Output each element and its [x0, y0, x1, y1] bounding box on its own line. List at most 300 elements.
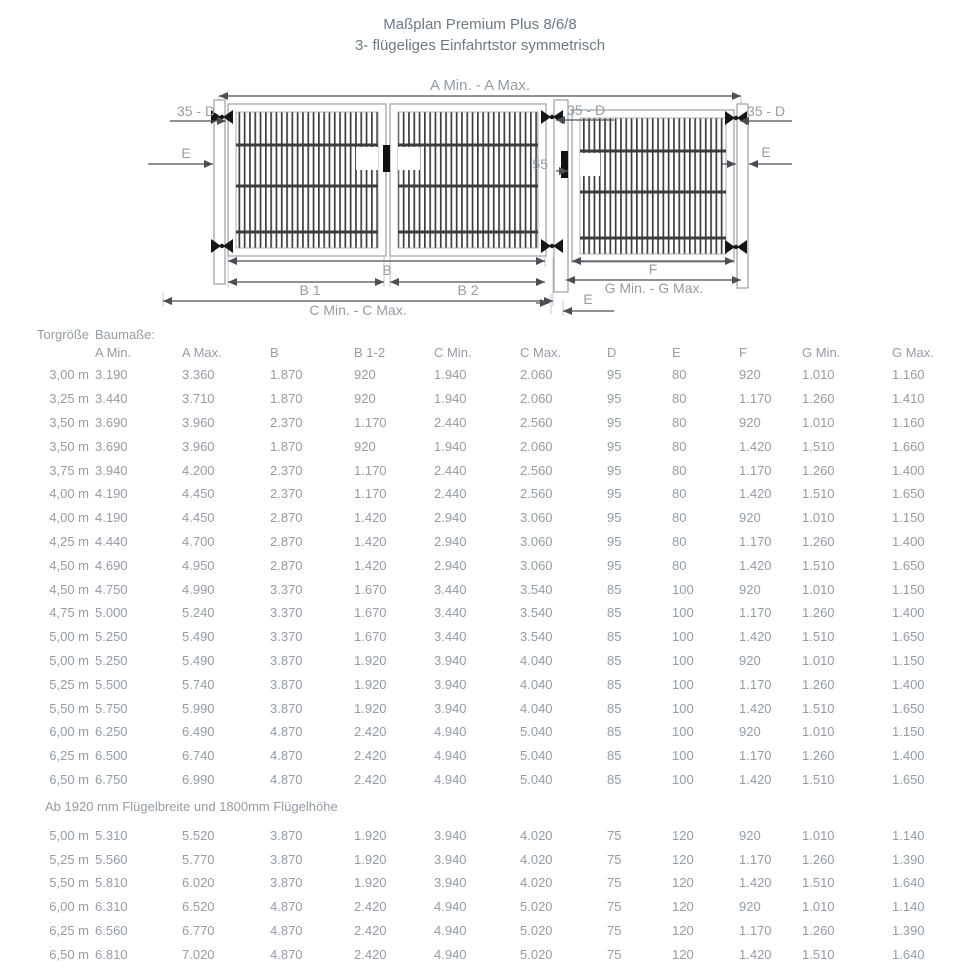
torgroesse-cell: 3,50 m	[49, 414, 89, 430]
value-cell: 75	[607, 851, 622, 867]
dim-label-e-bottom: E	[583, 291, 593, 307]
value-cell: 75	[607, 827, 622, 843]
value-cell: 95	[607, 367, 622, 383]
value-cell: 1.940	[434, 391, 467, 407]
value-cell: 3.870	[270, 676, 303, 692]
baumasse-header: Baumaße:	[95, 326, 155, 342]
value-cell: 100	[672, 724, 694, 740]
torgroesse-cell: 3,75 m	[49, 462, 89, 478]
value-cell: 2.420	[354, 922, 387, 938]
torgroesse-cell: 6,25 m	[49, 922, 89, 938]
value-cell: 1.410	[892, 391, 925, 407]
value-cell: 80	[672, 533, 687, 549]
value-cell: 2.420	[354, 724, 387, 740]
value-cell: 3.870	[270, 652, 303, 668]
value-cell: 1.400	[892, 462, 925, 478]
table-row	[33, 768, 960, 792]
value-cell: 3.440	[434, 605, 467, 621]
torgroesse-cell: 6,25 m	[49, 748, 89, 764]
value-cell: 1.400	[892, 748, 925, 764]
value-cell: 1.940	[434, 367, 467, 383]
value-cell: 3.060	[520, 533, 553, 549]
value-cell: 1.260	[802, 748, 835, 764]
table-row	[33, 895, 960, 919]
value-cell: 2.370	[270, 414, 303, 430]
value-cell: 1.670	[354, 629, 387, 645]
value-cell: 1.170	[354, 486, 387, 502]
value-cell: 5.750	[95, 700, 128, 716]
value-cell: 1.160	[892, 367, 925, 383]
value-cell: 4.450	[182, 486, 215, 502]
value-cell: 1.170	[354, 414, 387, 430]
column-header: B 1-2	[354, 345, 386, 360]
value-cell: 80	[672, 391, 687, 407]
value-cell: 1.920	[354, 875, 387, 891]
value-cell: 2.870	[270, 533, 303, 549]
value-cell: 1.650	[892, 771, 925, 787]
value-cell: 1.260	[802, 605, 835, 621]
value-cell: 5.000	[95, 605, 128, 621]
left-post	[214, 100, 225, 284]
value-cell: 100	[672, 652, 694, 668]
table-row	[33, 696, 960, 720]
value-cell: 4.020	[520, 827, 553, 843]
value-cell: 100	[672, 629, 694, 645]
value-cell: 75	[607, 946, 622, 962]
value-cell: 1.640	[892, 946, 925, 962]
table-row	[33, 601, 960, 625]
value-cell: 920	[739, 367, 761, 383]
value-cell: 6.310	[95, 899, 128, 915]
value-cell: 2.560	[520, 462, 553, 478]
value-cell: 5.250	[95, 652, 128, 668]
value-cell: 80	[672, 438, 687, 454]
value-cell: 80	[672, 414, 687, 430]
value-cell: 95	[607, 533, 622, 549]
value-cell: 2.370	[270, 486, 303, 502]
value-cell: 4.870	[270, 748, 303, 764]
value-cell: 1.510	[802, 771, 835, 787]
table-row	[33, 744, 960, 768]
torgroesse-cell: 3,00 m	[49, 367, 89, 383]
value-cell: 5.560	[95, 851, 128, 867]
value-cell: 1.170	[739, 676, 772, 692]
value-cell: 2.440	[434, 486, 467, 502]
value-cell: 3.940	[434, 827, 467, 843]
value-cell: 1.010	[802, 581, 835, 597]
value-cell: 3.940	[434, 652, 467, 668]
value-cell: 120	[672, 922, 694, 938]
torgroesse-cell: 4,00 m	[49, 486, 89, 502]
value-cell: 4.940	[434, 724, 467, 740]
value-cell: 5.250	[95, 629, 128, 645]
value-cell: 3.060	[520, 557, 553, 573]
dim-label-e-right: E	[761, 144, 771, 160]
value-cell: 920	[739, 827, 761, 843]
value-cell: 4.750	[95, 581, 128, 597]
value-cell: 1.260	[802, 676, 835, 692]
value-cell: 120	[672, 827, 694, 843]
dim-label-35d-right: 35 - D	[746, 103, 786, 119]
value-cell: 4.450	[182, 510, 215, 526]
value-cell: 95	[607, 414, 622, 430]
value-cell: 1.870	[270, 391, 303, 407]
value-cell: 920	[739, 581, 761, 597]
value-cell: 3.960	[182, 414, 215, 430]
value-cell: 6.750	[95, 771, 128, 787]
value-cell: 2.420	[354, 748, 387, 764]
value-cell: 2.420	[354, 946, 387, 962]
torgroesse-cell: 4,50 m	[49, 581, 89, 597]
title-line-2: 3- flügeliges Einfahrtstor symmetrisch	[354, 37, 606, 54]
value-cell: 95	[607, 438, 622, 454]
value-cell: 1.260	[802, 922, 835, 938]
value-cell: 3.370	[270, 605, 303, 621]
value-cell: 1.150	[892, 510, 925, 526]
table-row	[33, 458, 960, 482]
value-cell: 920	[354, 438, 376, 454]
value-cell: 3.440	[434, 629, 467, 645]
value-cell: 4.690	[95, 557, 128, 573]
value-cell: 3.870	[270, 875, 303, 891]
value-cell: 1.870	[270, 438, 303, 454]
table-row	[33, 847, 960, 871]
value-cell: 1.420	[354, 533, 387, 549]
value-cell: 2.560	[520, 486, 553, 502]
value-cell: 80	[672, 486, 687, 502]
value-cell: 5.240	[182, 605, 215, 621]
value-cell: 5.740	[182, 676, 215, 692]
value-cell: 3.870	[270, 827, 303, 843]
middle-post	[554, 100, 568, 292]
table-row	[33, 363, 960, 387]
value-cell: 120	[672, 851, 694, 867]
value-cell: 1.150	[892, 724, 925, 740]
table-row	[33, 482, 960, 506]
value-cell: 1.170	[739, 605, 772, 621]
torgroesse-cell: 4,25 m	[49, 533, 89, 549]
table-row	[33, 553, 960, 577]
value-cell: 6.770	[182, 922, 215, 938]
value-cell: 1.150	[892, 652, 925, 668]
value-cell: 1.920	[354, 851, 387, 867]
value-cell: 85	[607, 724, 622, 740]
value-cell: 1.510	[802, 629, 835, 645]
value-cell: 5.020	[520, 922, 553, 938]
dim-label-g: G Min. - G Max.	[604, 280, 704, 296]
value-cell: 3.870	[270, 851, 303, 867]
value-cell: 3.940	[434, 676, 467, 692]
value-cell: 1.160	[892, 414, 925, 430]
table-row	[33, 871, 960, 895]
value-cell: 100	[672, 771, 694, 787]
latch-icon	[383, 145, 390, 172]
value-cell: 120	[672, 899, 694, 915]
value-cell: 95	[607, 486, 622, 502]
value-cell: 5.020	[520, 946, 553, 962]
column-header: B	[270, 345, 279, 360]
value-cell: 1.400	[892, 533, 925, 549]
gate-wing-1	[228, 104, 386, 256]
gate-wing-3	[572, 110, 734, 262]
value-cell: 2.940	[434, 533, 467, 549]
torgroesse-cell: 4,00 m	[49, 510, 89, 526]
value-cell: 920	[354, 391, 376, 407]
value-cell: 1.420	[739, 438, 772, 454]
value-cell: 85	[607, 605, 622, 621]
value-cell: 3.690	[95, 438, 128, 454]
value-cell: 5.520	[182, 827, 215, 843]
value-cell: 100	[672, 605, 694, 621]
value-cell: 4.200	[182, 462, 215, 478]
value-cell: 3.190	[95, 367, 128, 383]
column-header: A Min.	[95, 345, 132, 360]
value-cell: 4.190	[95, 510, 128, 526]
gate-drawing	[0, 0, 960, 330]
value-cell: 4.870	[270, 899, 303, 915]
value-cell: 95	[607, 462, 622, 478]
torgroesse-header: Torgröße	[36, 326, 89, 342]
value-cell: 5.040	[520, 724, 553, 740]
value-cell: 920	[354, 367, 376, 383]
value-cell: 3.870	[270, 700, 303, 716]
value-cell: 920	[739, 899, 761, 915]
value-cell: 1.420	[739, 700, 772, 716]
value-cell: 100	[672, 581, 694, 597]
value-cell: 1.260	[802, 851, 835, 867]
value-cell: 6.490	[182, 724, 215, 740]
value-cell: 1.640	[892, 875, 925, 891]
value-cell: 4.940	[434, 771, 467, 787]
value-cell: 1.420	[739, 557, 772, 573]
table-row	[33, 672, 960, 696]
value-cell: 5.810	[95, 875, 128, 891]
table-row	[33, 625, 960, 649]
value-cell: 1.010	[802, 899, 835, 915]
value-cell: 4.020	[520, 851, 553, 867]
dim-label-b: B	[382, 262, 392, 278]
value-cell: 3.440	[434, 581, 467, 597]
value-cell: 3.540	[520, 629, 553, 645]
value-cell: 4.870	[270, 946, 303, 962]
value-cell: 2.060	[520, 367, 553, 383]
table-row	[33, 649, 960, 673]
torgroesse-cell: 3,25 m	[49, 391, 89, 407]
table-header-row	[33, 324, 960, 344]
value-cell: 1.920	[354, 827, 387, 843]
value-cell: 3.960	[182, 438, 215, 454]
torgroesse-cell: 4,75 m	[49, 605, 89, 621]
value-cell: 1.670	[354, 605, 387, 621]
value-cell: 4.020	[520, 875, 553, 891]
value-cell: 1.010	[802, 510, 835, 526]
value-cell: 920	[739, 652, 761, 668]
value-cell: 1.390	[892, 922, 925, 938]
value-cell: 1.420	[739, 771, 772, 787]
table-row	[33, 577, 960, 601]
table-row	[33, 919, 960, 943]
value-cell: 5.500	[95, 676, 128, 692]
value-cell: 120	[672, 875, 694, 891]
value-cell: 1.150	[892, 581, 925, 597]
value-cell: 4.940	[434, 748, 467, 764]
table-row	[33, 387, 960, 411]
column-header: A Max.	[182, 345, 222, 360]
value-cell: 1.510	[802, 486, 835, 502]
value-cell: 2.870	[270, 510, 303, 526]
value-cell: 1.170	[739, 462, 772, 478]
value-cell: 4.940	[434, 922, 467, 938]
value-cell: 1.650	[892, 629, 925, 645]
value-cell: 1.170	[739, 922, 772, 938]
value-cell: 1.920	[354, 652, 387, 668]
value-cell: 1.010	[802, 414, 835, 430]
value-cell: 3.540	[520, 581, 553, 597]
value-cell: 5.040	[520, 771, 553, 787]
value-cell: 120	[672, 946, 694, 962]
torgroesse-cell: 4,50 m	[49, 557, 89, 573]
value-cell: 1.260	[802, 533, 835, 549]
value-cell: 1.650	[892, 486, 925, 502]
value-cell: 95	[607, 557, 622, 573]
value-cell: 3.940	[434, 700, 467, 716]
value-cell: 1.920	[354, 676, 387, 692]
value-cell: 1.010	[802, 724, 835, 740]
table-row	[33, 942, 960, 966]
value-cell: 3.710	[182, 391, 215, 407]
value-cell: 6.810	[95, 946, 128, 962]
table-row	[33, 434, 960, 458]
value-cell: 80	[672, 557, 687, 573]
right-post	[737, 104, 748, 288]
value-cell: 1.670	[354, 581, 387, 597]
value-cell: 6.500	[95, 748, 128, 764]
value-cell: 3.370	[270, 581, 303, 597]
column-header: C Min.	[434, 345, 472, 360]
torgroesse-cell: 6,50 m	[49, 946, 89, 962]
value-cell: 1.400	[892, 676, 925, 692]
value-cell: 6.740	[182, 748, 215, 764]
value-cell: 1.420	[739, 629, 772, 645]
value-cell: 3.940	[434, 851, 467, 867]
value-cell: 3.940	[95, 462, 128, 478]
value-cell: 1.140	[892, 899, 925, 915]
value-cell: 75	[607, 922, 622, 938]
value-cell: 1.510	[802, 700, 835, 716]
value-cell: 5.770	[182, 851, 215, 867]
value-cell: 100	[672, 700, 694, 716]
value-cell: 4.870	[270, 771, 303, 787]
value-cell: 2.060	[520, 391, 553, 407]
torgroesse-cell: 5,50 m	[49, 700, 89, 716]
value-cell: 5.310	[95, 827, 128, 843]
torgroesse-cell: 5,25 m	[49, 851, 89, 867]
dim-label-e-left: E	[181, 145, 191, 161]
value-cell: 2.060	[520, 438, 553, 454]
value-cell: 6.520	[182, 899, 215, 915]
column-header: D	[607, 345, 617, 360]
value-cell: 6.250	[95, 724, 128, 740]
value-cell: 95	[607, 510, 622, 526]
value-cell: 920	[739, 724, 761, 740]
value-cell: 1.170	[739, 391, 772, 407]
value-cell: 3.060	[520, 510, 553, 526]
value-cell: 4.990	[182, 581, 215, 597]
column-header: G Max.	[892, 345, 934, 360]
value-cell: 2.420	[354, 899, 387, 915]
dimensions-table	[0, 322, 960, 966]
value-cell: 2.560	[520, 414, 553, 430]
value-cell: 1.170	[739, 851, 772, 867]
value-cell: 6.560	[95, 922, 128, 938]
value-cell: 1.920	[354, 700, 387, 716]
value-cell: 1.390	[892, 851, 925, 867]
value-cell: 5.490	[182, 652, 215, 668]
value-cell: 3.940	[434, 875, 467, 891]
value-cell: 1.420	[354, 510, 387, 526]
torgroesse-cell: 5,25 m	[49, 676, 89, 692]
value-cell: 6.020	[182, 875, 215, 891]
value-cell: 1.650	[892, 700, 925, 716]
value-cell: 920	[739, 510, 761, 526]
value-cell: 1.940	[434, 438, 467, 454]
value-cell: 1.420	[739, 486, 772, 502]
dim-label-a: A Min. - A Max.	[429, 77, 531, 94]
torgroesse-cell: 5,00 m	[49, 827, 89, 843]
value-cell: 80	[672, 462, 687, 478]
torgroesse-cell: 6,50 m	[49, 771, 89, 787]
value-cell: 80	[672, 367, 687, 383]
value-cell: 1.510	[802, 946, 835, 962]
value-cell: 4.870	[270, 724, 303, 740]
table-subheader-row	[33, 344, 960, 361]
value-cell: 2.870	[270, 557, 303, 573]
torgroesse-cell: 5,50 m	[49, 875, 89, 891]
value-cell: 75	[607, 899, 622, 915]
value-cell: 7.020	[182, 946, 215, 962]
value-cell: 1.510	[802, 875, 835, 891]
value-cell: 1.260	[802, 391, 835, 407]
value-cell: 85	[607, 771, 622, 787]
value-cell: 4.040	[520, 700, 553, 716]
value-cell: 3.360	[182, 367, 215, 383]
table-row	[33, 506, 960, 530]
column-header: G Min.	[802, 345, 841, 360]
value-cell: 5.040	[520, 748, 553, 764]
value-cell: 1.420	[354, 557, 387, 573]
value-cell: 6.990	[182, 771, 215, 787]
value-cell: 1.010	[802, 652, 835, 668]
table-body	[0, 363, 960, 966]
value-cell: 4.440	[95, 533, 128, 549]
value-cell: 4.950	[182, 557, 215, 573]
value-cell: 85	[607, 629, 622, 645]
dim-label-c: C Min. - C Max.	[309, 302, 407, 318]
torgroesse-cell: 6,00 m	[49, 724, 89, 740]
torgroesse-cell: 5,00 m	[49, 629, 89, 645]
value-cell: 100	[672, 748, 694, 764]
gate-wing-2	[390, 104, 546, 256]
value-cell: 4.940	[434, 899, 467, 915]
value-cell: 4.040	[520, 676, 553, 692]
value-cell: 3.540	[520, 605, 553, 621]
torgroesse-cell: 5,00 m	[49, 652, 89, 668]
value-cell: 1.010	[802, 367, 835, 383]
value-cell: 1.510	[802, 438, 835, 454]
value-cell: 3.370	[270, 629, 303, 645]
table-row	[33, 411, 960, 435]
table-row	[33, 530, 960, 554]
